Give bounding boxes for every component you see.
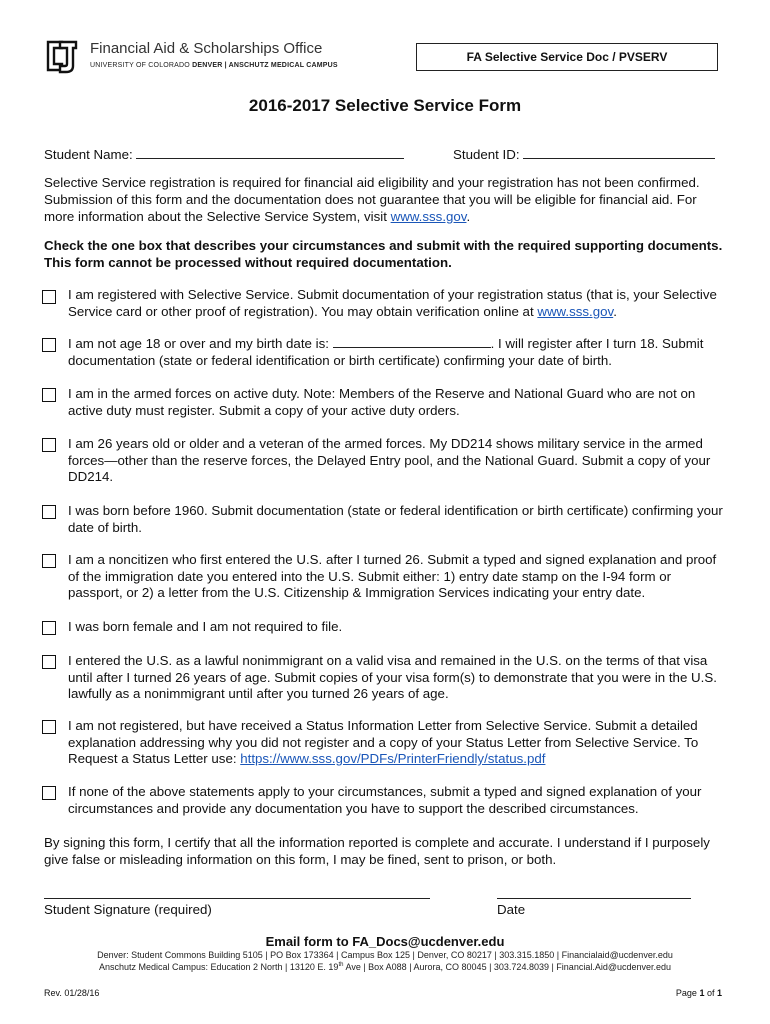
option-nonimmigrant: I entered the U.S. as a lawful nonimmigrant on a valid visa and remained in the U.S. on the terms of that visa until after I turned 26 years of age. Submit copies of your visa form(s) to demonstrate that you were in the U.S. lawfully as a nonimmigrant until after you turned 26 years of age. <box>68 653 717 701</box>
date-line[interactable] <box>497 897 691 899</box>
intro-paragraph: Selective Service registration is required for financial aid eligibility and your registration has not been confirmed. Submission of this form and the documentation does not guarantee that you will be eligible for financial aid. For more information about the Selective Service System, visit www.sss.gov. <box>44 175 700 224</box>
option-checkbox[interactable] <box>42 438 56 452</box>
email-instruction: Email form to FA_Docs@ucdenver.edu <box>265 934 505 949</box>
option-checkbox[interactable] <box>42 338 56 352</box>
option-checkbox[interactable] <box>42 621 56 635</box>
sss-link[interactable]: www.sss.gov <box>390 209 467 224</box>
student-name-label: Student Name: <box>44 147 133 162</box>
option-status-letter: I am not registered, but have received a Status Information Letter from Selective Service. Submit a detailed explanation addressing why you did not register and a copy of your Status Letter from Selective Service. To Request a Status Letter use: https://www.sss.gov/PDFs/PrinterFriendly/status.pdf <box>68 718 699 766</box>
cu-logo-icon <box>44 36 80 76</box>
option-under-18: I am not age 18 or over and my birth date is: . I will register after I turn 18. Submit documentation (state or federal identification or birth certificate) confirming your date of birth. <box>68 336 704 368</box>
student-id-label: Student ID: <box>453 147 520 162</box>
option-checkbox[interactable] <box>42 720 56 734</box>
option-checkbox[interactable] <box>42 388 56 402</box>
date-label: Date <box>497 902 526 917</box>
option-noncitizen: I am a noncitizen who first entered the U.S. after I turned 26. Submit a typed and signed explanation and proof of the immigration date you entered into the U.S. Submit either: 1) entry date stamp on the I-94 form or passport, or 2) a letter from the U.S. Citizenship & Immigration Services indicating your entry date. <box>68 552 717 600</box>
instruction-text: Check the one box that describes your circumstances and submit with the required supporting documents. This form cannot be processed without required documentation. <box>44 238 723 270</box>
page-title: 2016-2017 Selective Service Form <box>248 96 522 115</box>
doc-code-box: FA Selective Service Doc / PVSERV <box>416 43 718 71</box>
student-name-input[interactable] <box>136 146 404 159</box>
option-checkbox[interactable] <box>42 505 56 519</box>
signature-line[interactable] <box>44 897 430 899</box>
certification-text: By signing this form, I certify that all the information reported is complete and accurate. I understand if I purposely give false or misleading information on this form, I may be fined, sent to prison, or both. <box>44 835 710 867</box>
denver-address: Denver: Student Commons Building 5105 | PO Box 173364 | Campus Box 125 | Denver, CO 80217 | 303.315.1850 | Financialaid@ucdenver.edu <box>97 950 673 960</box>
option-veteran: I am 26 years old or older and a veteran of the armed forces. My DD214 shows military service in the armed forces—other than the reserve forces, the Delayed Entry pool, and the National Guard. Submit a copy of your DD214. <box>68 436 711 484</box>
option-registered: I am registered with Selective Service. Submit documentation of your registration status (that is, your Selective Service card or other proof of registration). You may obtain verification online at www.sss.gov. <box>68 287 717 319</box>
org-name: Financial Aid & Scholarships Office <box>90 40 323 57</box>
option-checkbox[interactable] <box>42 655 56 669</box>
option-born-female: I was born female and I am not required to file. <box>68 619 343 634</box>
birth-date-input[interactable] <box>333 336 491 348</box>
revision-date: Rev. 01/28/16 <box>44 988 100 998</box>
option-checkbox[interactable] <box>42 554 56 568</box>
student-name-field <box>44 146 404 162</box>
option-born-before-1960: I was born before 1960. Submit documentation (state or federal identification or birth certificate) confirming your date of birth. <box>68 503 723 535</box>
org-subtitle: UNIVERSITY OF COLORADO DENVER | ANSCHUTZ MEDICAL CAMPUS <box>90 62 338 69</box>
option-checkbox[interactable] <box>42 786 56 800</box>
student-id-field <box>453 146 715 162</box>
option-checkbox[interactable] <box>42 290 56 304</box>
option-none-apply: If none of the above statements apply to your circumstances, submit a typed and signed explanation of your circumstances and provide any documentation you have to support the described circumstances. <box>68 784 702 816</box>
option-active-duty: I am in the armed forces on active duty. Note: Members of the Reserve and National Guard who are not on active duty must register. Submit a copy of your active duty orders. <box>68 386 696 418</box>
page-number: Page 1 of 1 <box>675 988 722 998</box>
anschutz-address: Anschutz Medical Campus: Education 2 North | 13120 E. 19th Ave | Box A088 | Aurora, CO 80045 | 303.724.8039 | Financial.Aid@ucdenver.edu <box>98 962 672 972</box>
student-id-input[interactable] <box>523 146 715 159</box>
sss-verification-link[interactable]: www.sss.gov <box>537 303 614 319</box>
status-letter-link[interactable]: https://www.sss.gov/PDFs/PrinterFriendly/status.pdf <box>240 751 546 766</box>
signature-label: Student Signature (required) <box>44 902 212 917</box>
